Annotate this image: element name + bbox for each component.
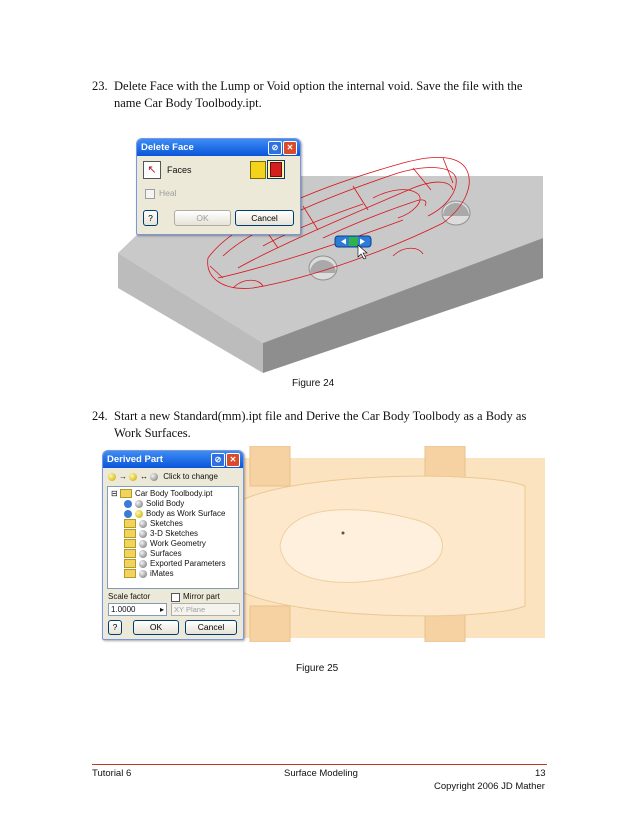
close-icon[interactable]: ✕ [283, 141, 297, 155]
footer-center: Surface Modeling [284, 768, 358, 779]
scale-factor-label: Scale factor [108, 592, 151, 601]
footer-rule [92, 764, 547, 765]
tree-item-body-as-work-surface[interactable]: Body as Work Surface [124, 509, 225, 518]
dialog-title-bar [137, 139, 300, 156]
step-text: Delete Face with the Lump or Void option the internal void. Save the file with the name Car Body Toolbody.ipt. [114, 79, 523, 110]
help-button[interactable]: ? [108, 620, 122, 635]
tree-item-sketches[interactable]: Sketches [124, 519, 183, 528]
mirror-part-label: Mirror part [183, 592, 220, 601]
include-icon [108, 473, 116, 481]
tree-item-surfaces[interactable]: Surfaces [124, 549, 182, 558]
copyright: Copyright 2006 JD Mather [434, 781, 545, 792]
dialog-title: Delete Face [141, 142, 194, 153]
scale-factor-input[interactable]: 1.0000 ▸ [108, 603, 167, 616]
component-tree [107, 486, 239, 589]
step-number: 23. [92, 79, 108, 93]
select-arrow-button[interactable]: ↖ [143, 161, 161, 179]
pin-icon[interactable]: ⊘ [211, 453, 225, 467]
status-icons-row[interactable]: → ↔ Click to change [108, 472, 218, 481]
step-number: 24. [92, 409, 108, 423]
exclude-icon [129, 473, 137, 481]
tree-item-solid-body[interactable]: Solid Body [124, 499, 184, 508]
figure-25-caption: Figure 25 [296, 663, 339, 674]
tree-item-imates[interactable]: iMates [124, 569, 174, 578]
faces-label: Faces [167, 165, 192, 175]
pin-icon[interactable]: ⊘ [268, 141, 282, 155]
plane-select[interactable]: XY Plane ⌄ [171, 603, 240, 616]
stepper-arrow-icon[interactable]: ▸ [159, 605, 164, 614]
figure-24 [113, 128, 543, 373]
ok-button[interactable]: OK [174, 210, 231, 226]
step-text: Start a new Standard(mm).ipt file and Derive the Car Body Toolbody as a Body as Work Surfaces. [114, 409, 527, 440]
click-to-change-label: Click to change [163, 472, 218, 481]
figure-24-caption: Figure 24 [292, 378, 335, 389]
dialog-title: Derived Part [107, 454, 163, 465]
cancel-button[interactable]: Cancel [185, 620, 237, 635]
chevron-down-icon: ⌄ [230, 605, 237, 614]
close-icon[interactable]: ✕ [226, 453, 240, 467]
heal-label: Heal [159, 188, 177, 198]
dialog-title-bar [103, 451, 243, 468]
footer-left: Tutorial 6 [92, 768, 132, 779]
help-button[interactable]: ? [143, 210, 158, 226]
mixed-icon [150, 473, 158, 481]
page-number: 13 [535, 768, 546, 779]
mirror-part-checkbox[interactable] [171, 593, 180, 602]
tree-item-3d-sketches[interactable]: 3-D Sketches [124, 529, 198, 538]
delete-face-dialog [136, 138, 301, 235]
cancel-button[interactable]: Cancel [235, 210, 294, 226]
lump-icon[interactable] [250, 161, 266, 179]
void-icon[interactable] [267, 160, 285, 179]
tree-item-exported-parameters[interactable]: Exported Parameters [124, 559, 226, 568]
figure-25 [100, 446, 546, 642]
derived-part-dialog [102, 450, 244, 640]
tree-item-work-geometry[interactable]: Work Geometry [124, 539, 206, 548]
tree-root[interactable]: ⊟ Car Body Toolbody.ipt [111, 489, 213, 498]
heal-checkbox[interactable] [145, 189, 155, 199]
ok-button[interactable]: OK [133, 620, 179, 635]
